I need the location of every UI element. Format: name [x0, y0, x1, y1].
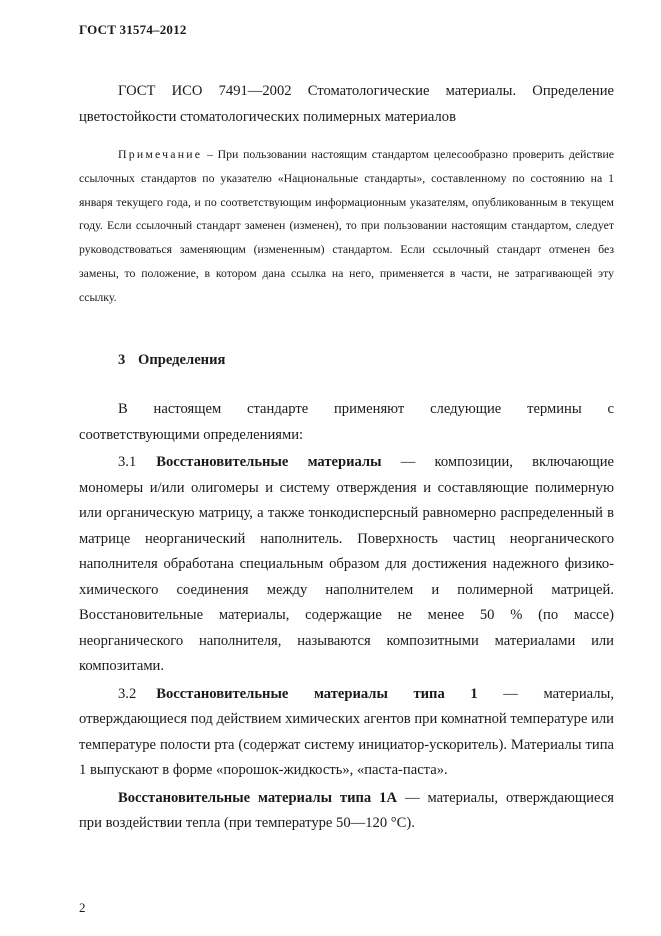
section-title: Определения	[138, 351, 226, 368]
definition-term: Восстановительные материалы типа 1	[156, 685, 478, 702]
intro-word: с	[607, 401, 614, 418]
definition-number: 3.1	[118, 454, 137, 471]
intro-word: следующие	[430, 401, 502, 418]
intro-word: применяют	[334, 401, 405, 418]
intro-word: термины	[527, 401, 582, 418]
intro-first-line	[79, 397, 614, 423]
definition-type-1a	[79, 786, 614, 837]
section-heading	[118, 348, 614, 374]
standard-code-header: ГОСТ 31574–2012	[79, 22, 187, 37]
intro-rest: соответствующими определениями:	[79, 426, 304, 443]
definition-term: Восстановительные материалы	[156, 454, 382, 471]
definition-text: — материалы, отверждающиеся под действием химических агентов при комнатной температуре или температуре полости рта (содержат систему инициатор-ускоритель). Материалы типа 1 выпускают в форме «порошок-жидкость», «паста-паста».	[79, 685, 614, 779]
definition-text: — материалы, отверждающиеся при воздействии тепла (при температуре 50—120 °С).	[79, 789, 615, 832]
definition-text: — композиции, включающие мономеры и/или олигомеры и систему отверждения и составляющие полимерную или органическую матрицу, а также тонкодисперсный равномерно распределенный в матрице неорганический наполнитель. Поверхность частиц неорганического наполнителя обработана специальным образом для достижения надежного физико-химического соединения между наполнителем и полимерной матрицей. Восстановительные материалы, содержащие не менее 50 % (по массе) неорганического наполнителя, называются композитными материалами или композитами.	[79, 454, 614, 675]
definition-3-2	[79, 682, 614, 784]
definition-number: 3.2	[118, 685, 137, 702]
page-content	[79, 79, 614, 837]
intro-word: В	[118, 401, 128, 418]
reference-entry: ГОСТ ИСО 7491—2002 Стоматологические материалы. Определение цветостойкости стоматологических полимерных материалов	[79, 83, 614, 125]
intro-paragraph	[79, 397, 614, 448]
definition-3-1	[79, 450, 614, 680]
intro-word: стандарте	[247, 401, 309, 418]
note-text: – При пользовании настоящим стандартом целесообразно проверить действие ссылочных стандартов по указателю «Национальные стандарты», составленному по состоянию на 1 января текущего года, и по соответствующим информационным указателям, опубликованным в текущем году. Если ссылочный стандарт заменен (изменен), то при пользовании настоящим стандартом, следует руководствоваться заменяющим (измененным) стандартом. Если ссылочный стандарт отменен без замены, то положение, в котором дана ссылка на него, применяется в части, не затрагивающей эту ссылку.	[79, 147, 614, 304]
page-number: 2	[79, 900, 86, 915]
definition-term: Восстановительные материалы типа 1А	[118, 789, 397, 806]
intro-word: настоящем	[153, 401, 222, 418]
note-paragraph	[79, 143, 614, 310]
section-number: 3	[118, 351, 126, 368]
note-label: Примечание	[118, 147, 203, 161]
